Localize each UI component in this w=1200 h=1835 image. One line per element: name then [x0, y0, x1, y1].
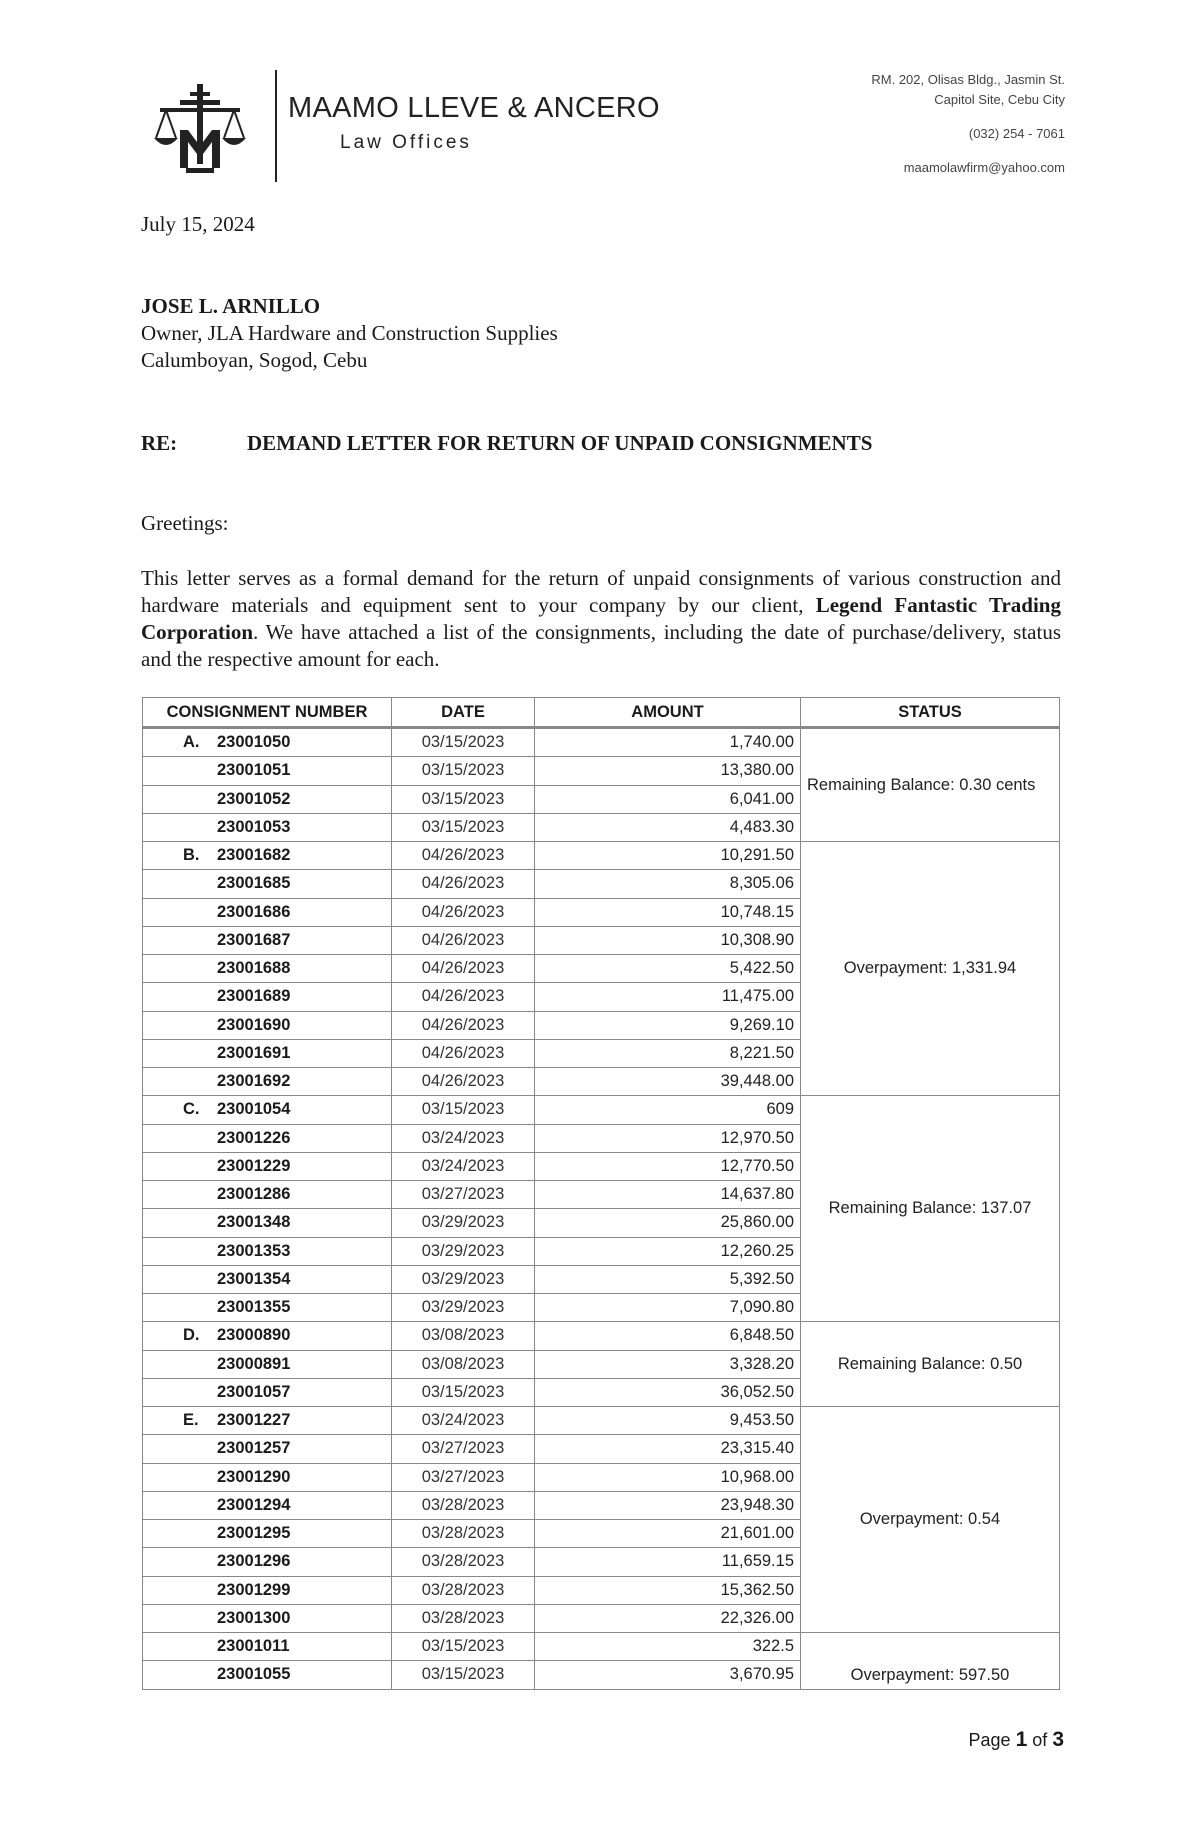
date-cell: 04/26/2023 — [392, 955, 535, 983]
amount-cell: 11,475.00 — [535, 983, 801, 1011]
amount-cell: 12,260.25 — [535, 1237, 801, 1265]
email-address: maamolawfirm@yahoo.com — [903, 160, 1065, 175]
greeting: Greetings: — [141, 511, 229, 535]
consignment-number: 23001054 — [217, 1100, 291, 1119]
amount-cell: 10,968.00 — [535, 1463, 801, 1491]
consignment-number: 23001353 — [217, 1241, 291, 1260]
date-cell: 03/24/2023 — [392, 1407, 535, 1435]
consignment-number-cell — [143, 870, 392, 898]
group-label: A. — [183, 733, 200, 752]
table-row — [143, 1633, 1060, 1661]
amount-cell: 9,269.10 — [535, 1011, 801, 1039]
consignment-number: 23000890 — [217, 1326, 291, 1345]
logo-divider — [275, 70, 277, 182]
consignment-number-cell — [143, 1576, 392, 1604]
date-cell: 03/15/2023 — [392, 728, 535, 757]
amount-cell: 21,601.00 — [535, 1520, 801, 1548]
date-cell: 04/26/2023 — [392, 983, 535, 1011]
recipient-block — [141, 293, 558, 374]
column-header-status: STATUS — [801, 698, 1060, 728]
consignment-number-cell — [143, 1181, 392, 1209]
firm-subtitle: Law Offices — [340, 132, 472, 153]
consignment-number-cell — [143, 1463, 392, 1491]
consignment-number-cell — [143, 1265, 392, 1293]
consignment-number-cell — [143, 1491, 392, 1519]
amount-cell: 10,308.90 — [535, 926, 801, 954]
consignment-number-cell — [143, 898, 392, 926]
consignment-number: 23000891 — [217, 1354, 291, 1373]
amount-cell: 15,362.50 — [535, 1576, 801, 1604]
consignment-number-cell — [143, 983, 392, 1011]
consignment-number-cell — [143, 1096, 392, 1124]
date-cell: 03/29/2023 — [392, 1209, 535, 1237]
recipient-title: Owner, JLA Hardware and Construction Supplies — [141, 321, 558, 345]
table-row — [143, 728, 1060, 757]
column-header-date: DATE — [392, 698, 535, 728]
date-cell: 04/26/2023 — [392, 1039, 535, 1067]
date-cell: 03/28/2023 — [392, 1604, 535, 1632]
consignment-number-cell — [143, 1520, 392, 1548]
body-text: This letter serves as a formal demand for the return of unpaid consignments of various construction and hardware materials and equipment sent to your company by our client, — [141, 566, 1061, 617]
address-line: RM. 202, Olisas Bldg., Jasmin St. — [871, 72, 1065, 87]
consignment-number-cell — [143, 955, 392, 983]
consignment-number-cell — [143, 1661, 392, 1689]
date-cell: 04/26/2023 — [392, 1011, 535, 1039]
amount-cell: 4,483.30 — [535, 813, 801, 841]
consignment-number: 23001057 — [217, 1382, 291, 1401]
consignment-number-cell — [143, 1152, 392, 1180]
date-cell: 04/26/2023 — [392, 870, 535, 898]
consignment-number-cell — [143, 1322, 392, 1350]
amount-cell: 39,448.00 — [535, 1068, 801, 1096]
consignment-number-cell — [143, 1237, 392, 1265]
status-cell: Overpayment: 0.54 — [801, 1407, 1060, 1633]
table-row — [143, 1322, 1060, 1350]
date-cell: 03/27/2023 — [392, 1181, 535, 1209]
consignment-number: 23001055 — [217, 1665, 291, 1684]
recipient-name: JOSE L. ARNILLO — [141, 294, 321, 318]
consignment-number-cell — [143, 1011, 392, 1039]
amount-cell: 6,041.00 — [535, 785, 801, 813]
consignment-number: 23001691 — [217, 1043, 291, 1062]
date-cell: 03/15/2023 — [392, 1633, 535, 1661]
column-header-consignment-number: CONSIGNMENT NUMBER — [143, 698, 392, 728]
consignment-number: 23001257 — [217, 1439, 291, 1458]
amount-cell: 23,948.30 — [535, 1491, 801, 1519]
amount-cell: 23,315.40 — [535, 1435, 801, 1463]
consignment-number: 23001051 — [217, 761, 291, 780]
scales-of-justice-icon — [150, 80, 250, 180]
consignment-number-cell — [143, 842, 392, 870]
date-cell: 04/26/2023 — [392, 898, 535, 926]
consignment-number: 23001294 — [217, 1495, 291, 1514]
date-cell: 04/26/2023 — [392, 1068, 535, 1096]
status-cell: Overpayment: 597.50 — [801, 1633, 1060, 1690]
consignment-number: 23001690 — [217, 1015, 291, 1034]
consignment-number: 23001686 — [217, 902, 291, 921]
date-cell: 03/29/2023 — [392, 1294, 535, 1322]
amount-cell: 36,052.50 — [535, 1378, 801, 1406]
table-row — [143, 842, 1060, 870]
consignment-number: 23001011 — [217, 1637, 290, 1656]
consignment-number: 23001296 — [217, 1552, 291, 1571]
amount-cell: 3,670.95 — [535, 1661, 801, 1689]
amount-cell: 609 — [535, 1096, 801, 1124]
amount-cell: 8,305.06 — [535, 870, 801, 898]
consignment-number: 23001053 — [217, 817, 291, 836]
amount-cell: 8,221.50 — [535, 1039, 801, 1067]
consignment-number: 23001692 — [217, 1072, 291, 1091]
date-cell: 03/28/2023 — [392, 1576, 535, 1604]
column-header-amount: AMOUNT — [535, 698, 801, 728]
amount-cell: 12,770.50 — [535, 1152, 801, 1180]
consignment-number-cell — [143, 1124, 392, 1152]
client-name: Legend Fantastic Trading Corporation — [141, 593, 1061, 644]
amount-cell: 6,848.50 — [535, 1322, 801, 1350]
consignment-number-cell — [143, 1435, 392, 1463]
consignment-number: 23001689 — [217, 987, 291, 1006]
recipient-address: Calumboyan, Sogod, Cebu — [141, 348, 368, 372]
page-total: 3 — [1052, 1728, 1064, 1751]
group-label: D. — [183, 1326, 200, 1345]
consignment-number: 23001226 — [217, 1128, 291, 1147]
consignment-number-cell — [143, 1350, 392, 1378]
consignment-number: 23001348 — [217, 1213, 291, 1232]
date-cell: 03/29/2023 — [392, 1265, 535, 1293]
consignment-number: 23001685 — [217, 874, 291, 893]
consignment-number-cell — [143, 813, 392, 841]
consignment-number: 23001229 — [217, 1156, 291, 1175]
consignment-number: 23001354 — [217, 1269, 291, 1288]
date-cell: 03/15/2023 — [392, 1096, 535, 1124]
firm-name: MAAMO LLEVE & ANCERO — [288, 92, 660, 124]
amount-cell: 12,970.50 — [535, 1124, 801, 1152]
consignment-number-cell — [143, 1633, 392, 1661]
amount-cell: 322.5 — [535, 1633, 801, 1661]
table-body — [143, 728, 1060, 1690]
consignment-number-cell — [143, 757, 392, 785]
table-row — [143, 1096, 1060, 1124]
consignment-number-cell — [143, 1039, 392, 1067]
date-cell: 03/27/2023 — [392, 1435, 535, 1463]
amount-cell: 1,740.00 — [535, 728, 801, 757]
consignment-number: 23001290 — [217, 1467, 291, 1486]
consignment-number: 23001050 — [217, 733, 291, 752]
consignment-number: 23001355 — [217, 1298, 291, 1317]
date-cell: 03/28/2023 — [392, 1491, 535, 1519]
date-cell: 03/24/2023 — [392, 1152, 535, 1180]
amount-cell: 9,453.50 — [535, 1407, 801, 1435]
consignment-number-cell — [143, 1209, 392, 1237]
consignment-number: 23001299 — [217, 1580, 291, 1599]
amount-cell: 10,748.15 — [535, 898, 801, 926]
consignment-number: 23001682 — [217, 846, 291, 865]
consignment-number: 23001227 — [217, 1411, 291, 1430]
consignment-number: 23001052 — [217, 789, 291, 808]
amount-cell: 5,422.50 — [535, 955, 801, 983]
consignment-number: 23001286 — [217, 1185, 291, 1204]
amount-cell: 5,392.50 — [535, 1265, 801, 1293]
date-cell: 03/15/2023 — [392, 1661, 535, 1689]
firm-address-block — [871, 70, 1065, 178]
date-cell: 04/26/2023 — [392, 842, 535, 870]
consignment-number-cell — [143, 926, 392, 954]
consignment-number-cell — [143, 1548, 392, 1576]
status-cell: Remaining Balance: 137.07 — [801, 1096, 1060, 1322]
date-cell: 03/15/2023 — [392, 757, 535, 785]
date-cell: 03/29/2023 — [392, 1237, 535, 1265]
date-cell: 04/26/2023 — [392, 926, 535, 954]
date-cell: 03/08/2023 — [392, 1322, 535, 1350]
date-cell: 03/28/2023 — [392, 1548, 535, 1576]
amount-cell: 7,090.80 — [535, 1294, 801, 1322]
page-word: Page — [968, 1730, 1011, 1750]
re-subject: DEMAND LETTER FOR RETURN OF UNPAID CONSIGNMENTS — [247, 431, 873, 455]
date-cell: 03/15/2023 — [392, 785, 535, 813]
re-label: RE: — [141, 431, 178, 455]
status-cell: Remaining Balance: 0.50 — [801, 1322, 1060, 1407]
page-number — [969, 1728, 1064, 1752]
phone-number: (032) 254 - 7061 — [968, 126, 1065, 141]
date-cell: 03/28/2023 — [392, 1520, 535, 1548]
page-of: of — [1032, 1730, 1048, 1750]
amount-cell: 25,860.00 — [535, 1209, 801, 1237]
amount-cell: 14,637.80 — [535, 1181, 801, 1209]
consignment-number-cell — [143, 785, 392, 813]
status-cell: Overpayment: 1,331.94 — [801, 842, 1060, 1096]
amount-cell: 10,291.50 — [535, 842, 801, 870]
status-cell: Remaining Balance: 0.30 cents — [801, 728, 1060, 842]
group-label: B. — [183, 846, 200, 865]
consignment-number-cell — [143, 1378, 392, 1406]
consignment-number: 23001295 — [217, 1524, 291, 1543]
letterhead-logo — [150, 70, 750, 188]
address-line: Capitol Site, Cebu City — [934, 92, 1065, 107]
consignment-number-cell — [143, 728, 392, 757]
group-label: E. — [183, 1411, 199, 1430]
table-row — [143, 1407, 1060, 1435]
subject-line — [141, 431, 872, 456]
consignment-number-cell — [143, 1294, 392, 1322]
date-cell: 03/15/2023 — [392, 1378, 535, 1406]
consignment-number: 23001687 — [217, 930, 291, 949]
date-cell: 03/24/2023 — [392, 1124, 535, 1152]
amount-cell: 22,326.00 — [535, 1604, 801, 1632]
amount-cell: 11,659.15 — [535, 1548, 801, 1576]
amount-cell: 3,328.20 — [535, 1350, 801, 1378]
consignment-table — [142, 697, 1060, 1690]
date-cell: 03/15/2023 — [392, 813, 535, 841]
body-paragraph — [141, 565, 1061, 673]
date-cell: 03/27/2023 — [392, 1463, 535, 1491]
consignment-number-cell — [143, 1068, 392, 1096]
date-cell: 03/08/2023 — [392, 1350, 535, 1378]
letter-date: July 15, 2024 — [141, 212, 255, 236]
consignment-number: 23001688 — [217, 959, 291, 978]
consignment-number: 23001300 — [217, 1608, 291, 1627]
body-text: . We have attached a list of the consignments, including the date of purchase/delivery, status and the respective amount for each. — [141, 620, 1061, 671]
page-current: 1 — [1015, 1728, 1028, 1751]
group-label: C. — [183, 1100, 200, 1119]
table-header-row — [143, 698, 1060, 728]
consignment-number-cell — [143, 1604, 392, 1632]
amount-cell: 13,380.00 — [535, 757, 801, 785]
consignment-number-cell — [143, 1407, 392, 1435]
